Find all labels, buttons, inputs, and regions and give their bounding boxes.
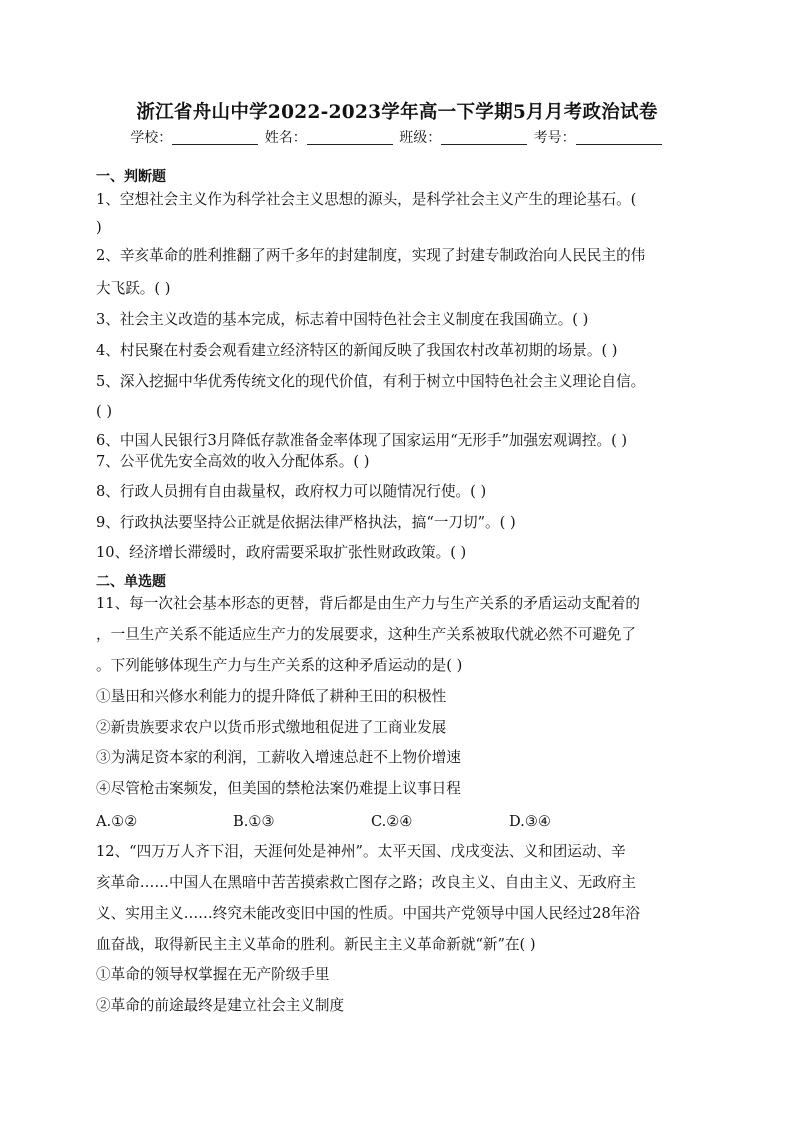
question-line: 。下列能够体现生产力与生产关系的这种矛盾运动的是( ): [96, 657, 463, 674]
option-a[interactable]: A.①②: [96, 813, 138, 830]
question-line: 血奋战，取得新民主主义革命的胜利。新民主主义革命新就“新”在( ): [96, 936, 536, 953]
section-heading-judgement: 一、判断题: [96, 169, 166, 185]
option-d[interactable]: D.③④: [509, 813, 551, 830]
name-label: 姓名：: [264, 130, 307, 146]
student-info-row: [0, 127, 794, 147]
name-blank[interactable]: [307, 130, 393, 145]
question-line: 5、深入挖掘中华优秀传统文化的现代价值，有利于树立中国特色社会主义理论自信。: [96, 373, 646, 390]
school-label: 学校：: [130, 130, 173, 146]
question-line: 大飞跃。( ): [96, 280, 171, 297]
question-line: ( ): [96, 403, 113, 420]
option-b[interactable]: B.①③: [233, 813, 275, 830]
statement-line: ①垦田和兴修水利能力的提升降低了耕种王田的积极性: [96, 688, 447, 705]
statement-line: ④尽管枪击案频发，但美国的禁枪法案仍难提上议事日程: [96, 780, 461, 797]
statement-line: ②革命的前途最终是建立社会主义制度: [96, 997, 345, 1014]
question-line: ): [96, 219, 102, 236]
question-line: 3、社会主义改造的基本完成，标志着中国特色社会主义制度在我国确立。( ): [96, 311, 589, 328]
exam-number-blank[interactable]: [576, 130, 662, 145]
question-line: 6、中国人民银行3月降低存款准备金率体现了国家运用“无形手”加强宏观调控。( ): [96, 432, 628, 449]
question-line: 9、行政执法要坚持公正就是依据法律严格执法，搞“一刀切”。( ): [96, 514, 516, 531]
class-label: 班级：: [399, 130, 442, 146]
question-line: 亥革命……中国人在黑暗中苦苦摸索救亡图存之路；改良主义、自由主义、无政府主: [96, 874, 636, 891]
question-line: 义、实用主义……终究未能改变旧中国的性质。中国共产党领导中国人民经过28年浴: [96, 905, 640, 922]
question-line: 8、行政人员拥有自由裁量权，政府权力可以随情况行使。( ): [96, 483, 487, 500]
question-line: 11、每一次社会基本形态的更替，背后都是由生产力与生产关系的矛盾运动支配着的: [96, 595, 640, 612]
section-heading-single-choice: 二、单选题: [96, 574, 166, 590]
option-c[interactable]: C.②④: [371, 813, 413, 830]
question-line: 12、“四万万人齐下泪，天涯何处是神州”。太平天国、戊戌变法、义和团运动、辛: [96, 843, 626, 860]
page-title: 浙江省舟山中学2022-2023学年高一下学期5月月考政治试卷: [136, 102, 658, 123]
statement-line: ②新贵族要求农户以货币形式缴地租促进了工商业发展: [96, 719, 447, 736]
statement-line: ①革命的领导权掌握在无产阶级手里: [96, 966, 330, 983]
question-line: ，一旦生产关系不能适应生产力的发展要求，这种生产关系被取代就必然不可避免了: [96, 626, 636, 643]
exam-number-label: 考号：: [533, 130, 576, 146]
question-line: 1、空想社会主义作为科学社会主义思想的源头，是科学社会主义产生的理论基石。(: [96, 191, 637, 208]
question-line: 10、经济增长滞缓时，政府需要采取扩张性财政政策。( ): [96, 544, 467, 561]
question-line: 4、村民聚在村委会观看建立经济特区的新闻反映了我国农村改革初期的场景。( ): [96, 342, 618, 359]
class-blank[interactable]: [441, 130, 527, 145]
statement-line: ③为满足资本家的利润，工薪收入增速总赶不上物价增速: [96, 749, 461, 766]
question-line: 2、辛亥革命的胜利推翻了两千多年的封建制度，实现了封建专制政治向人民民主的伟: [96, 247, 646, 264]
school-blank[interactable]: [172, 130, 258, 145]
question-line: 7、公平优先安全高效的收入分配体系。( ): [96, 453, 370, 470]
